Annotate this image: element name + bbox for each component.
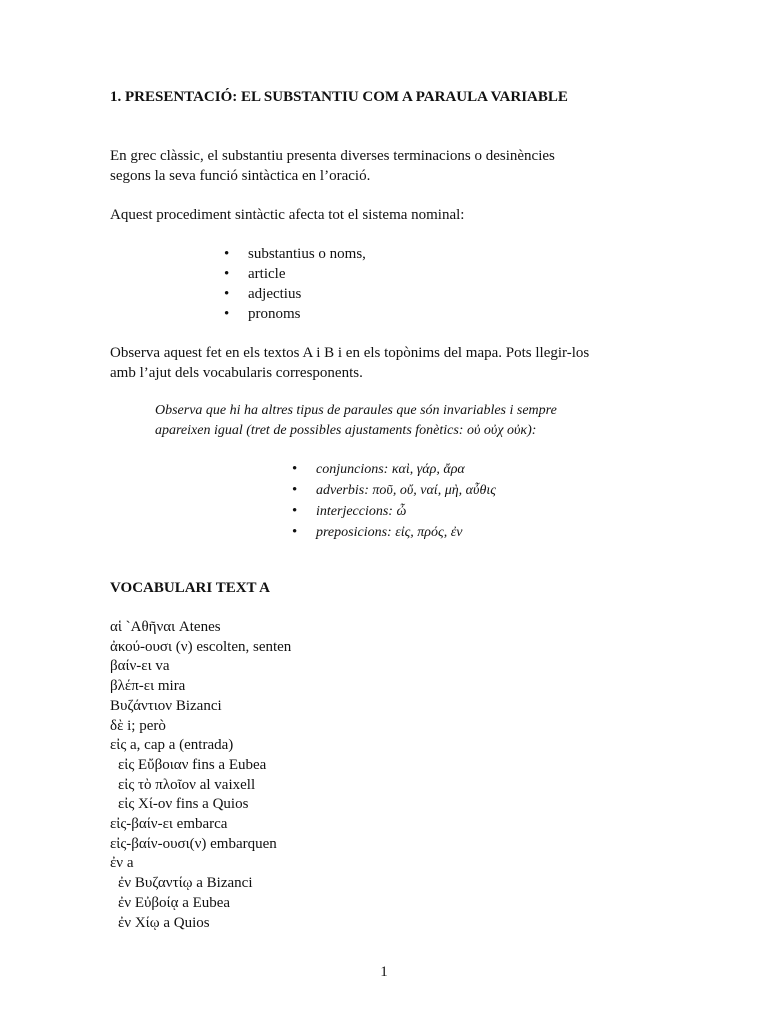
vocab-entry: ἀκού-ουσι (ν) escolten, senten	[110, 638, 292, 655]
list-item: • pronoms	[224, 306, 301, 322]
section-heading: 1. PRESENTACIÓ: EL SUBSTANTIU COM A PARAULA VARIABLE	[110, 89, 568, 105]
vocab-entry: βαίν-ει va	[110, 658, 170, 675]
observe-line: Observa aquest fet en els textos A i B i en els topònims del mapa. Pots llegir-los	[110, 345, 590, 361]
vocab-entry: εἰς τὸ πλοῖον al vaixell	[118, 776, 256, 793]
note-line: Observa que hi ha altres tipus de paraules que són invariables i sempre	[155, 403, 557, 418]
vocab-entry: ἐν Βυζαντίῳ a Bizanci	[118, 875, 253, 892]
vocab-entry: εἰς a, cap a (entrada)	[110, 737, 234, 754]
observe-line: amb l’ajut dels vocabularis corresponents.	[110, 365, 363, 381]
intro-line: En grec clàssic, el substantiu presenta diverses terminacions o desinències	[110, 148, 555, 164]
bullet-icon: •	[292, 461, 298, 477]
list-item: • article	[224, 266, 286, 282]
vocab-entry: εἰς-βαίν-ουσι(ν) embarquen	[110, 835, 277, 852]
intro-paragraph	[110, 146, 670, 186]
bullet-icon: •	[224, 246, 230, 262]
note-paragraph	[155, 401, 557, 441]
list-item: • adverbis: ποῦ, οὔ, ναί, μὴ, αὖθις	[292, 482, 496, 498]
nominal-list	[224, 244, 366, 324]
vocab-entry: εἰς Εὔβοιαν fins a Eubea	[118, 756, 267, 773]
list-item: • preposicions: εἰς, πρός, ἐν	[292, 524, 463, 540]
list-item: • conjuncions: καὶ, γάρ, ἄρα	[292, 461, 465, 477]
bullet-icon: •	[224, 266, 230, 282]
bullet-icon: •	[292, 482, 298, 498]
vocab-entry: ἐν a	[110, 855, 134, 872]
vocab-entry: δὲ i; però	[110, 717, 166, 734]
bullet-icon: •	[292, 524, 298, 540]
vocabulary-heading: VOCABULARI TEXT A	[110, 580, 271, 596]
vocab-entry: ἐν Χίῳ a Quios	[118, 914, 210, 931]
list-item: • interjeccions: ὦ	[292, 503, 407, 519]
bullet-icon: •	[224, 286, 230, 302]
invariable-list	[292, 459, 496, 543]
list-item: • adjectius	[224, 286, 302, 302]
vocab-entry: εἰς Χί-ον fins a Quios	[118, 796, 249, 813]
vocab-entry: βλέπ-ει mira	[110, 678, 186, 695]
note-line: apareixen igual (tret de possibles ajustaments fonètics: οὐ οὐχ οὐκ):	[155, 423, 537, 438]
system-sentence: Aquest procediment sintàctic afecta tot el sistema nominal:	[110, 207, 465, 223]
vocabulary-list	[110, 618, 291, 933]
list-item: • substantius o noms,	[224, 246, 366, 262]
vocab-entry: ἐν Εὐβοίᾳ a Eubea	[118, 894, 231, 911]
bullet-icon: •	[224, 306, 230, 322]
vocab-entry: αἱ `Αθῆναι Atenes	[110, 619, 221, 635]
page-number: 1	[380, 964, 388, 980]
bullet-icon: •	[292, 503, 298, 519]
observe-paragraph	[110, 343, 670, 383]
vocab-entry: εἰς-βαίν-ει embarca	[110, 816, 228, 833]
intro-line: segons la seva funció sintàctica en l’oració.	[110, 168, 371, 184]
vocab-entry: Βυζάντιον Bizanci	[110, 697, 222, 714]
